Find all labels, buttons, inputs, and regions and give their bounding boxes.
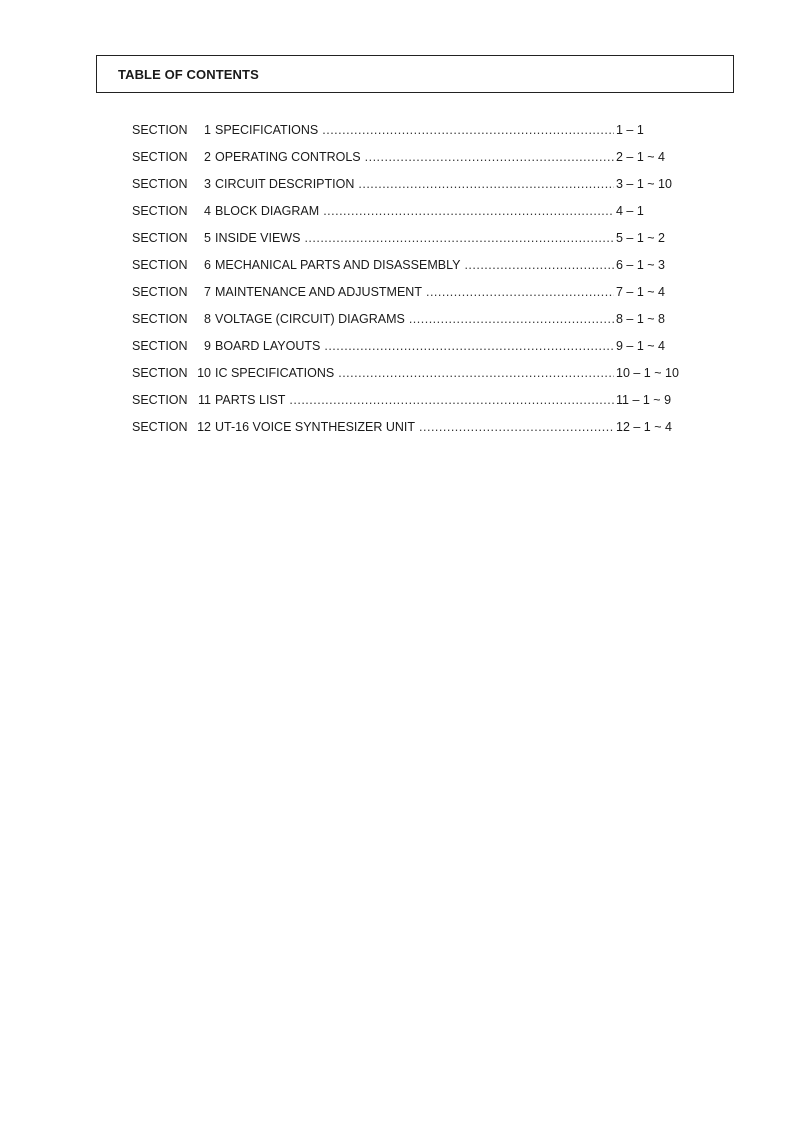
dot-leader — [409, 311, 614, 327]
section-number: 9 — [204, 339, 211, 353]
dot-leader — [464, 257, 614, 273]
toc-entry-operating-controls[interactable] — [132, 149, 712, 176]
section-label: SECTION — [132, 393, 188, 407]
page-range: 11 – 1 ~ 9 — [616, 393, 672, 407]
section-title-wrap — [215, 284, 614, 300]
section-number: 10 — [197, 366, 211, 380]
section-title: MAINTENANCE AND ADJUSTMENT — [215, 285, 422, 299]
page-title: TABLE OF CONTENTS — [118, 67, 259, 82]
section-number: 2 — [204, 150, 211, 164]
dot-leader — [338, 365, 614, 381]
table-of-contents — [132, 122, 712, 446]
section-number: 11 — [198, 393, 211, 407]
toc-entry-board-layouts[interactable] — [132, 338, 712, 365]
toc-entry-ic-specifications[interactable] — [132, 365, 712, 392]
dot-leader — [426, 284, 614, 300]
section-title: BOARD LAYOUTS — [215, 339, 321, 353]
section-label: SECTION — [132, 150, 188, 164]
section-label: SECTION — [132, 231, 188, 245]
section-label: SECTION — [132, 420, 188, 434]
page-range: 8 – 1 ~ 8 — [616, 312, 665, 326]
section-title: BLOCK DIAGRAM — [215, 204, 320, 218]
section-number: 4 — [204, 204, 211, 218]
page-range: 12 – 1 ~ 4 — [616, 420, 672, 434]
toc-entry-circuit-description[interactable] — [132, 176, 712, 203]
page-range: 2 – 1 ~ 4 — [616, 150, 665, 164]
section-label: SECTION — [132, 123, 188, 137]
page-range: 3 – 1 ~ 10 — [616, 177, 672, 191]
dot-leader — [322, 122, 614, 138]
dot-leader — [358, 176, 614, 192]
section-title: MECHANICAL PARTS AND DISASSEMBLY — [215, 258, 461, 272]
section-title: SPECIFICATIONS — [215, 123, 319, 137]
section-label: SECTION — [132, 339, 188, 353]
page-range: 1 – 1 — [616, 123, 644, 137]
dot-leader — [323, 203, 614, 219]
section-title-wrap — [215, 419, 614, 435]
dot-leader — [324, 338, 614, 354]
page-range: 4 – 1 — [616, 204, 644, 218]
toc-entry-parts-list[interactable] — [132, 392, 712, 419]
toc-entry-block-diagram[interactable] — [132, 203, 712, 230]
page-range: 9 – 1 ~ 4 — [616, 339, 665, 353]
section-title: CIRCUIT DESCRIPTION — [215, 177, 355, 191]
section-title-wrap — [215, 257, 614, 273]
section-number: 6 — [204, 258, 211, 272]
section-number: 8 — [204, 312, 211, 326]
toc-entry-maintenance[interactable] — [132, 284, 712, 311]
section-title: INSIDE VIEWS — [215, 231, 301, 245]
section-label: SECTION — [132, 177, 188, 191]
section-number: 3 — [204, 177, 211, 191]
section-title-wrap — [215, 365, 614, 381]
section-label: SECTION — [132, 285, 188, 299]
section-label: SECTION — [132, 258, 188, 272]
page-range: 10 – 1 ~ 10 — [616, 366, 679, 380]
section-number: 7 — [204, 285, 211, 299]
section-label: SECTION — [132, 366, 188, 380]
toc-entry-voltage-diagrams[interactable] — [132, 311, 712, 338]
dot-leader — [419, 419, 614, 435]
section-title: OPERATING CONTROLS — [215, 150, 361, 164]
dot-leader — [304, 230, 614, 246]
section-number: 1 — [204, 123, 211, 137]
section-title-wrap — [215, 230, 614, 246]
section-title-wrap — [215, 311, 614, 327]
page-range: 5 – 1 ~ 2 — [616, 231, 665, 245]
page-range: 6 – 1 ~ 3 — [616, 258, 665, 272]
section-title: VOLTAGE (CIRCUIT) DIAGRAMS — [215, 312, 405, 326]
page-range: 7 – 1 ~ 4 — [616, 285, 665, 299]
toc-entry-voice-synthesizer[interactable] — [132, 419, 712, 446]
section-title-wrap — [215, 122, 614, 138]
title-box — [96, 55, 734, 93]
section-label: SECTION — [132, 204, 188, 218]
section-title-wrap — [215, 203, 614, 219]
section-title-wrap — [215, 176, 614, 192]
section-title-wrap — [215, 392, 614, 408]
section-title-wrap — [215, 149, 614, 165]
toc-entry-specifications[interactable] — [132, 122, 712, 149]
section-label: SECTION — [132, 312, 188, 326]
toc-entry-inside-views[interactable] — [132, 230, 712, 257]
dot-leader — [365, 149, 614, 165]
section-number: 5 — [204, 231, 211, 245]
section-title: PARTS LIST — [215, 393, 286, 407]
section-number: 12 — [197, 420, 211, 434]
dot-leader — [289, 392, 614, 408]
toc-entry-mechanical-parts[interactable] — [132, 257, 712, 284]
section-title: IC SPECIFICATIONS — [215, 366, 335, 380]
section-title-wrap — [215, 338, 614, 354]
section-title: UT-16 VOICE SYNTHESIZER UNIT — [215, 420, 416, 434]
